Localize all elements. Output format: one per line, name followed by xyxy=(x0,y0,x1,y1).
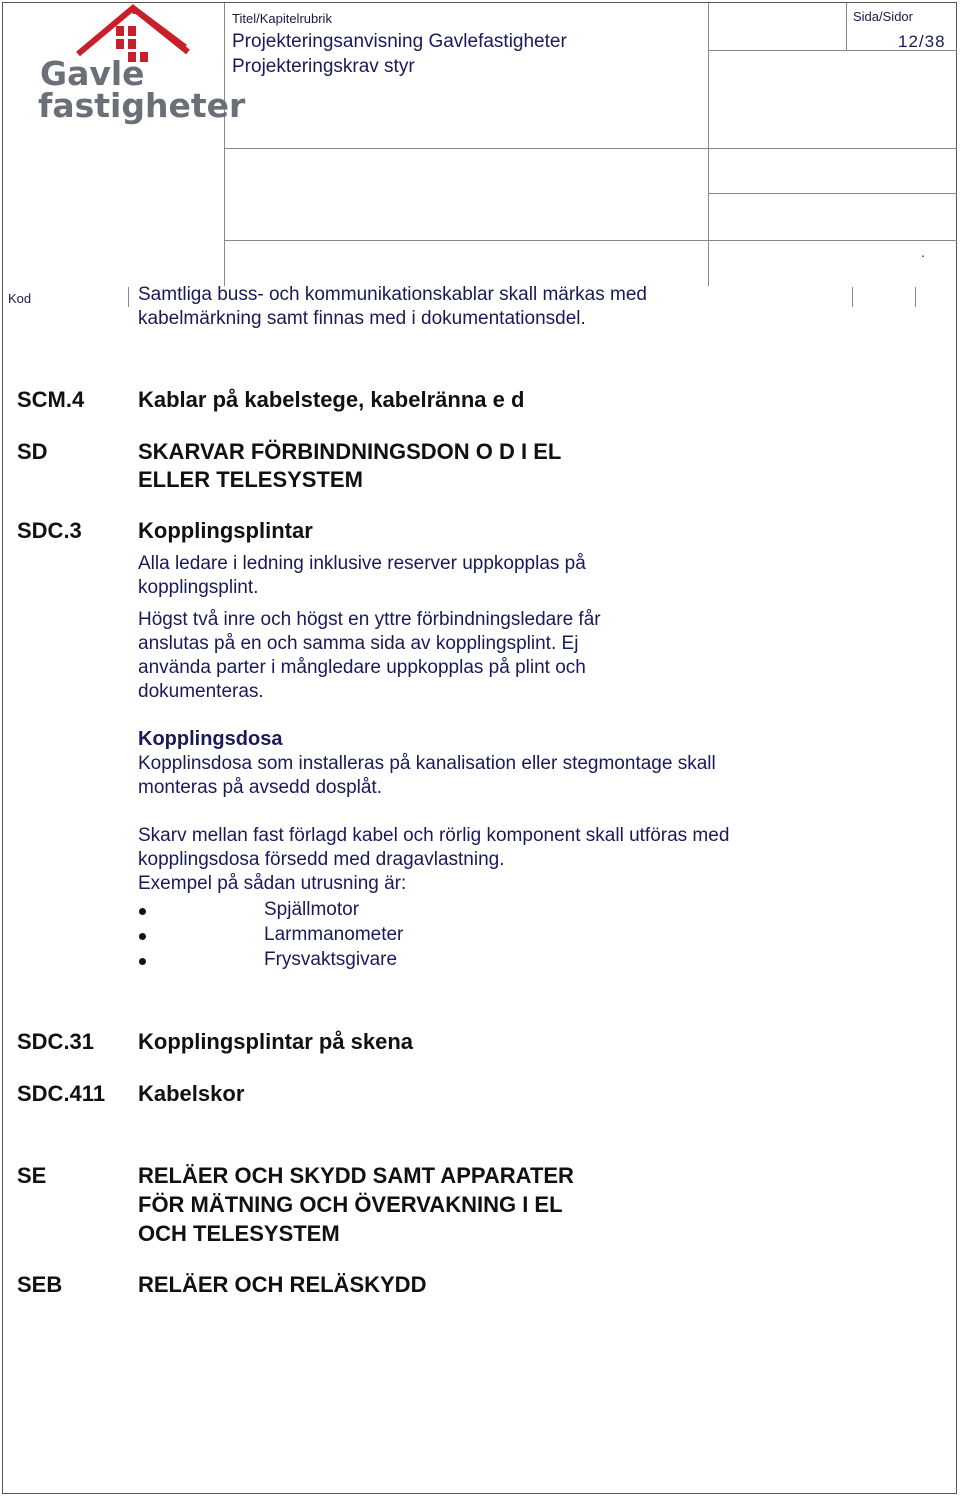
page-number: 12/38 xyxy=(898,32,946,51)
intro-line-1: Samtliga buss- och kommunikationskablar skall märkas med xyxy=(138,284,647,305)
header-line-1 xyxy=(224,148,957,149)
sdc3-para2-line4: dokumenteras. xyxy=(138,681,264,702)
sdc3-para1-line1: Alla ledare i ledning inklusive reserver uppkopplas på xyxy=(138,553,586,574)
bullet-item-frysvaktsgivare: Frysvaktsgivare xyxy=(264,949,398,970)
sdc3-para2-line2: anslutas på en och samma sida av kopplingsplint. Ej xyxy=(138,633,579,654)
section-code-sdc3: SDC.3 xyxy=(17,518,82,543)
bullet-icon xyxy=(139,933,146,940)
header-line-2 xyxy=(708,193,957,194)
section-title-sdc411: Kabelskor xyxy=(138,1081,245,1106)
bullet-icon xyxy=(139,958,146,965)
section-title-sdc3: Kopplingsplintar xyxy=(138,518,313,543)
logo-text-gavle: Gavle xyxy=(40,54,145,93)
intro-line-2: kabelmärkning samt finnas med i dokumentationsdel. xyxy=(138,308,586,329)
section-title-seb: RELÄER OCH RELÄSKYDD xyxy=(138,1272,427,1297)
sdc3-subheading: Kopplingsdosa xyxy=(138,728,283,750)
section-title-scm4: Kablar på kabelstege, kabelränna e d xyxy=(138,387,525,412)
sdc3-para4-line2: kopplingsdosa försedd med dragavlastning. xyxy=(138,849,505,870)
kod-divider-1 xyxy=(128,287,129,307)
page-label: Sida/Sidor xyxy=(853,9,913,24)
header-dot: . xyxy=(921,244,925,260)
bullet-item-larmmanometer: Larmmanometer xyxy=(264,924,404,945)
header-divider-page xyxy=(708,3,709,286)
section-title-sdc31: Kopplingsplintar på skena xyxy=(138,1029,414,1054)
sdc3-para2-line3: använda parter i mångledare uppkopplas på plint och xyxy=(138,657,586,678)
section-code-sd: SD xyxy=(17,439,48,464)
header-line-3 xyxy=(224,240,957,241)
section-title-se-line2: FÖR MÄTNING OCH ÖVERVAKNING I EL xyxy=(138,1192,563,1217)
sdc3-para4-line3: Exempel på sådan utrusning är: xyxy=(138,873,407,894)
sdc3-para3-line1: Kopplinsdosa som installeras på kanalisation eller stegmontage skall xyxy=(138,753,716,774)
gavle-fastigheter-logo xyxy=(38,4,246,134)
section-title-sd-line2: ELLER TELESYSTEM xyxy=(138,467,363,492)
section-code-scm4: SCM.4 xyxy=(17,387,85,412)
sdc3-para3-line2: monteras på avsedd dosplåt. xyxy=(138,777,382,798)
sdc3-para2-line1: Högst två inre och högst en yttre förbindningsledare får xyxy=(138,609,601,630)
section-code-sdc411: SDC.411 xyxy=(17,1081,106,1106)
logo-text-fastigheter: fastigheter xyxy=(38,86,246,125)
document-title: Projekteringsanvisning Gavlefastigheter xyxy=(232,31,567,52)
kod-divider-2 xyxy=(852,287,853,307)
header-divider-logo xyxy=(224,3,225,286)
sdc3-para1-line2: kopplingsplint. xyxy=(138,577,259,598)
bullet-item-spjallmotor: Spjällmotor xyxy=(264,899,360,920)
kod-divider-3 xyxy=(915,287,916,307)
section-code-sdc31: SDC.31 xyxy=(17,1029,95,1054)
kod-label: Kod xyxy=(8,291,32,306)
sdc3-para4-line1: Skarv mellan fast förlagd kabel och rörlig komponent skall utföras med xyxy=(138,825,730,846)
section-title-se-line3: OCH TELESYSTEM xyxy=(138,1221,340,1246)
document-subtitle: Projekteringskrav styr xyxy=(232,56,415,77)
title-label: Titel/Kapitelrubrik xyxy=(232,11,332,26)
section-code-se: SE xyxy=(17,1163,47,1188)
section-code-seb: SEB xyxy=(17,1272,63,1297)
section-title-se-line1: RELÄER OCH SKYDD SAMT APPARATER xyxy=(138,1163,574,1188)
section-title-sd-line1: SKARVAR FÖRBINDNINGSDON O D I EL xyxy=(138,439,562,464)
bullet-icon xyxy=(139,908,146,915)
header-divider-page-inner xyxy=(846,3,847,51)
